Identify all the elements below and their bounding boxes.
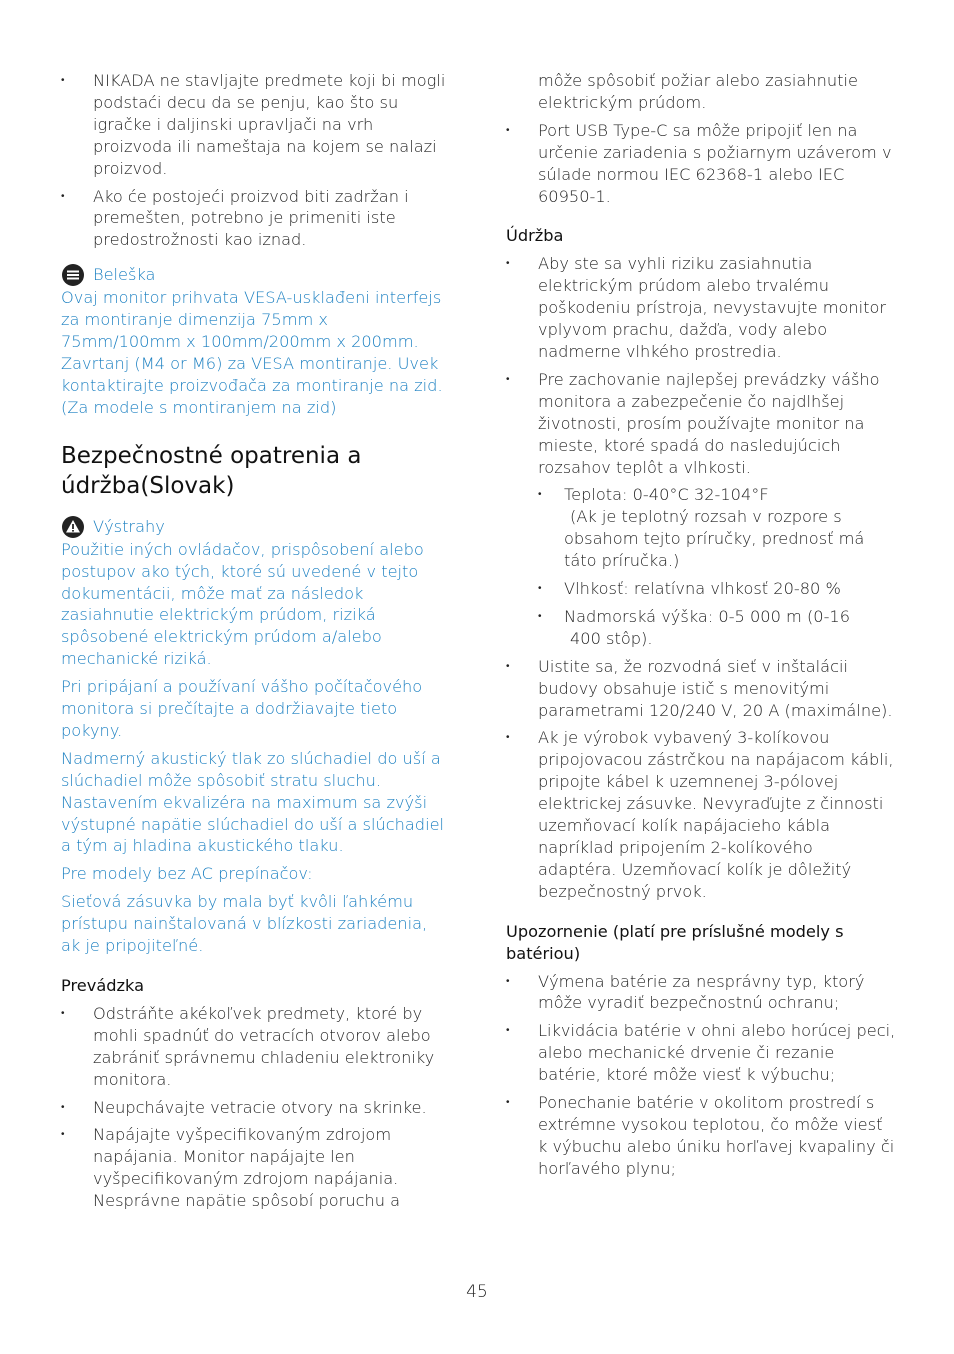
list-item: • Neupchávajte vetracie otvory na skrinke. xyxy=(61,1097,451,1119)
note-heading xyxy=(61,263,451,287)
page-number: 45 xyxy=(466,1282,488,1302)
operation-heading: Prevádzka xyxy=(61,976,145,995)
list-item: • Likvidácia batérie v ohni alebo horúcej peci, alebo mechanické drvenie či rezanie batérie, ktoré môže viesť k výbuchu; xyxy=(506,1020,896,1086)
warning-paragraph: Nadmerný akustický tlak zo slúchadiel do uší a slúchadiel môže spôsobiť stratu sluchu. Nastavením ekvalizéra na maximum sa zvýši výstupné napätie slúchadiel do uší a slúchadiel a tým aj hladina akustického tlaku. xyxy=(61,748,445,856)
list-item: • Ak je výrobok vybavený 3-kolíkovou pripojovacou zástrčkou na napájacom kábli, pripojte kábel k uzemnenej 3-pólovej elektrickej zásuvke. Nevyraďujte z činnosti uzemňovací kolík napájacieho kábla napríklad pripojením 2-kolíkového adaptéra. Uzemňovací kolík je dôležitý bezpečnostný prvok. xyxy=(506,727,896,902)
list-item: • Výmena batérie za nesprávny typ, ktorý môže vyradiť bezpečnostnú ochranu; xyxy=(506,971,896,1015)
maintenance-heading: Údržba xyxy=(506,226,564,246)
temperature-text: Teplota: 0-40°C 32-104°F xyxy=(564,485,769,505)
note-text: Ovaj monitor prihvata VESA-usklađeni interfejs za montiranje dimenzija 75mm x 75mm/100mm x 100mm/200mm x 200mm. Zavrtanj (M4 or M6) za VESA montiranje. Uvek kontaktirajte proizvođača za montiranje na zid.(Za modele s montiranjem na zid) xyxy=(61,288,443,417)
top-bullet-list xyxy=(61,70,451,251)
operation-list xyxy=(61,1003,451,1212)
list-item: • Odstráňte akékoľvek predmety, ktoré by mohli spadnúť do vetracích otvorov alebo zabrániť správnemu chladeniu elektroniky monitora. xyxy=(61,1003,451,1091)
note-icon xyxy=(61,263,85,287)
sub-item: • Vlhkosť: relatívna vlhkosť 20-80 % xyxy=(538,578,896,600)
warning-paragraph: Sieťová zásuvka by mala byť kvôli ľahkému prístupu nainštalovaná v blízkosti zariadenia, ak je pripojiteľné. xyxy=(61,892,428,956)
altitude-text: Nadmorská výška: 0-5 000 m (0-16 xyxy=(564,606,851,626)
warning-paragraph: Použitie iných ovládačov, prispôsobení alebo postupov ako tých, ktoré sú uvedené v tejto dokumentácii, môže mať za následok zasiahnutie elektrickým prúdom, riziká spôsobené elektrickým prúdom a/alebo mechanické riziká. xyxy=(61,539,424,669)
warning-title: Výstrahy xyxy=(93,516,165,536)
list-item: • Ako će postojeći proizvod biti zadržan i premešten, potrebno je primeniti iste predostrožnosti kao iznad. xyxy=(61,186,451,252)
left-column xyxy=(61,70,451,1218)
battery-heading: Upozornenie (platí pre príslušné modely s batériou) xyxy=(506,921,844,963)
list-item-text: Pre zachovanie najlepšej prevádzky vášho monitora a zabezpečenie čo najdlhšej životnosti, prosím používajte monitor na mieste, ktoré spadá do nasledujúcich rozsahov teplôt a vlhkosti. xyxy=(538,369,880,477)
conditions-list xyxy=(538,484,896,649)
warning-paragraph: Pre modely bez AC prepínačov: xyxy=(61,864,313,884)
list-item: • Port USB Type-C sa môže pripojiť len na určenie zariadenia s požiarnym uzáverom v súlade normou IEC 62368-1 alebo IEC 60950-1. xyxy=(506,120,896,208)
warning-heading xyxy=(61,515,451,539)
list-item: • NIKADA ne stavljajte predmete koji bi mogli podstaći decu da se penju, kao što su igračke i daljinski upravljači na vrh proizvoda ili nameštaja na kojem se nalazi proizvod. xyxy=(61,70,451,180)
list-item: • Uistite sa, že rozvodná sieť v inštalácii budovy obsahuje istič s menovitými parametrami 120/240 V, 20 A (maximálne). xyxy=(506,656,896,722)
warning-paragraph: Pri pripájaní a používaní vášho počítačového monitora si prečítajte a dodržiavajte tieto pokyny. xyxy=(61,677,423,740)
list-item: • Ponechanie batérie v okolitom prostredí s extrémne vysokou teplotou, čo môže viesť k výbuchu alebo úniku horľavej kvapaliny či horľavého plynu; xyxy=(506,1092,896,1180)
note-title: Beleška xyxy=(93,265,156,285)
temperature-note: (Ak je teplotný rozsah v rozpore s obsahom tejto príručky, prednosť má táto príručka.) xyxy=(564,507,865,571)
section-title: Bezpečnostné opatrenia a údržba(Slovak) xyxy=(61,442,362,499)
warning-icon xyxy=(61,515,85,539)
continuation-text: môže spôsobiť požiar alebo zasiahnutie elektrickým prúdom. xyxy=(538,71,858,112)
altitude-text-cont: 400 stôp). xyxy=(570,628,653,648)
maintenance-list xyxy=(506,253,896,902)
battery-list xyxy=(506,971,896,1180)
sub-item xyxy=(538,484,896,572)
list-item: • Aby ste sa vyhli riziku zasiahnutia elektrickým prúdom alebo trvalému poškodeniu prístroja, nevystavujte monitor vplyvom prachu, dažďa, vody alebo nadmerne vlhkého prostredia. xyxy=(506,253,896,363)
right-column xyxy=(506,70,896,1186)
list-item xyxy=(506,369,896,650)
sub-item xyxy=(538,606,896,650)
usb-bullet-list xyxy=(506,120,896,208)
list-item: • Napájajte vyšpecifikovaným zdrojom napájania. Monitor napájajte len vyšpecifikovaným zdrojom napájania. Nesprávne napätie spôsobí poruchu a xyxy=(61,1124,451,1212)
